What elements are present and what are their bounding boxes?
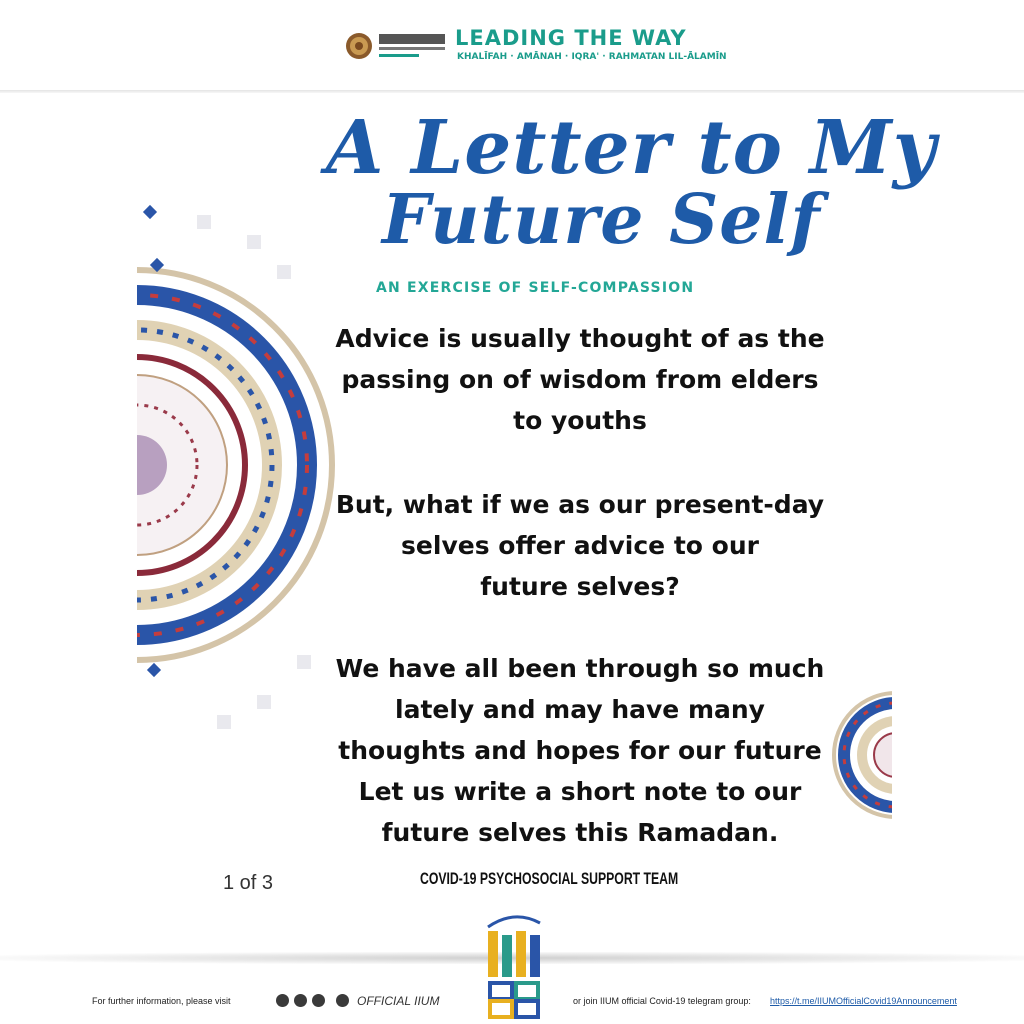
paragraph-line: future selves? [480, 572, 680, 601]
page-indicator: 1 of 3 [223, 872, 274, 894]
paragraph-question [300, 484, 860, 607]
paragraph-line: selves offer advice to our [401, 531, 759, 560]
paragraph-line: to youths [513, 406, 647, 435]
poster-title-line1: A Letter to My [326, 105, 937, 191]
paragraph-line: Let us write a short note to our [358, 777, 802, 806]
paragraph-line: Advice is usually thought of as the [335, 324, 825, 353]
brand-title: LEADING THE WAY [455, 26, 687, 50]
paragraph-line: But, what if we as our present-day [335, 490, 825, 519]
instagram-icon[interactable] [336, 994, 349, 1007]
twitter-icon[interactable] [312, 994, 325, 1007]
paragraph-line: passing on of wisdom from elders [341, 365, 819, 394]
university-emblem-icon [344, 31, 374, 61]
official-handle[interactable]: OFFICIAL IIUM [357, 994, 440, 1008]
poster-subtitle: AN EXERCISE OF SELF-COMPASSION [376, 280, 695, 296]
paragraph-invitation [300, 648, 860, 853]
paragraph-advice [300, 318, 860, 441]
youtube-icon[interactable] [276, 994, 289, 1007]
celebrating-iium-logo [478, 905, 550, 1023]
paragraph-line: future selves this Ramadan. [381, 818, 779, 847]
university-logo [377, 31, 449, 61]
poster-title-line2: Future Self [382, 180, 821, 260]
footer-info-text: For further information, please visit [92, 996, 231, 1006]
team-label: COVID-19 PSYCHOSOCIAL SUPPORT TEAM [420, 869, 679, 888]
header-divider [0, 90, 1024, 93]
paragraph-line: lately and may have many [395, 695, 765, 724]
paragraph-line: We have all been through so much [335, 654, 825, 683]
telegram-link[interactable]: https://t.me/IIUMOfficialCovid19Announcement [770, 996, 957, 1006]
brand-subtitle: KHALĪFAH · AMĀNAH · IQRA' · RAHMATAN LIL-ĀLAMĪN [457, 52, 727, 62]
footer-join-text: or join IIUM official Covid-19 telegram group: [573, 996, 751, 1006]
facebook-icon[interactable] [294, 994, 307, 1007]
paragraph-line: thoughts and hopes for our future [338, 736, 822, 765]
header-bar [0, 0, 1024, 92]
